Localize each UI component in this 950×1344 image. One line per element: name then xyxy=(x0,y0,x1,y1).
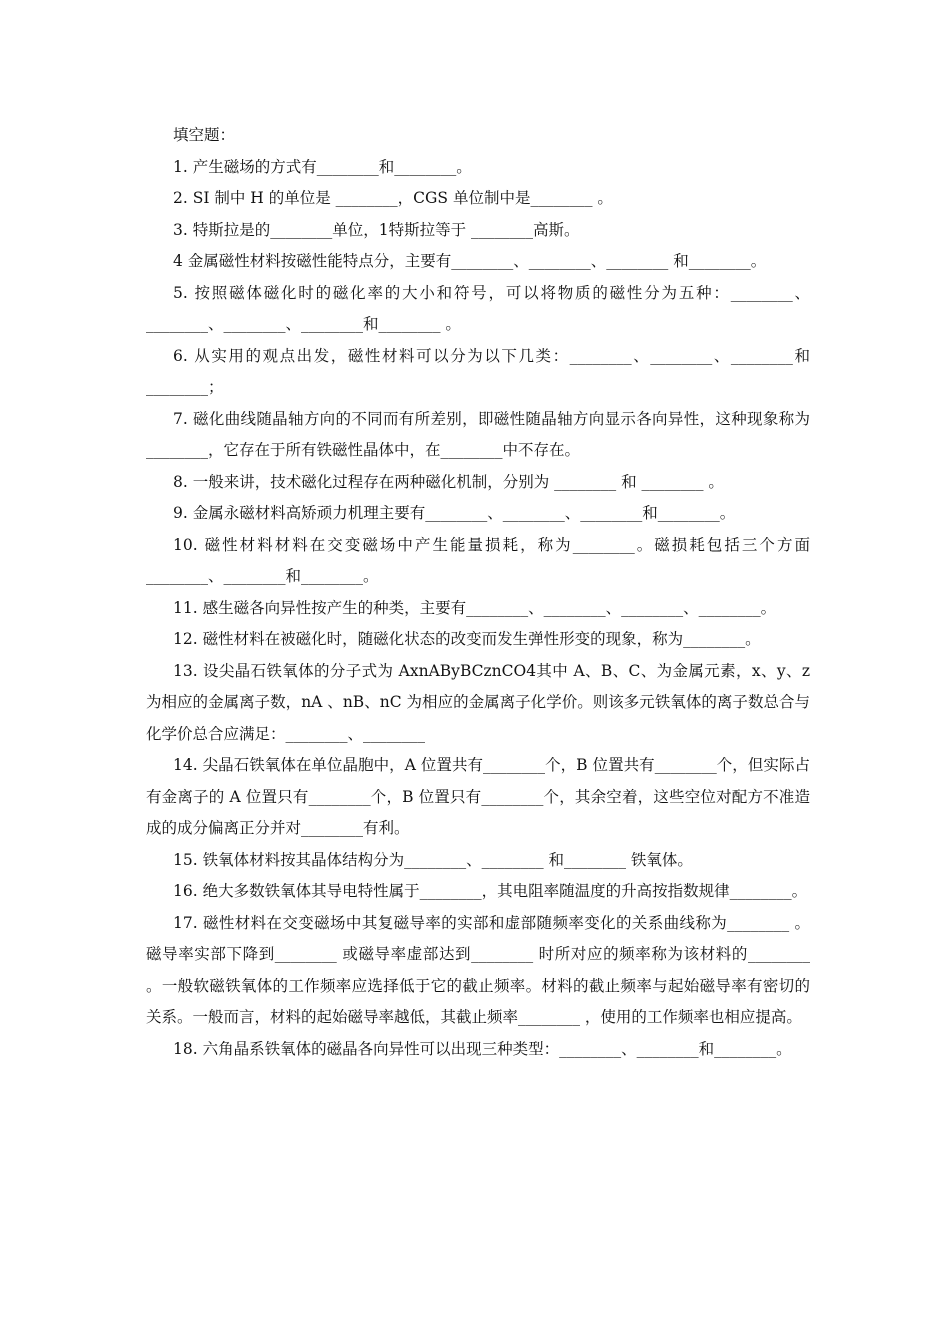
question-4: 4 金属磁性材料按磁性能特点分，主要有________、________、________ 和________。 xyxy=(173,252,767,270)
question-16: 16. 绝大多数铁氧体其导电特性属于________，其电阻率随温度的升高按指数规律________。 xyxy=(173,882,808,900)
worksheet-page xyxy=(146,120,810,1065)
question-1: 1. 产生磁场的方式有________和________。 xyxy=(173,157,472,176)
question-8: 8. 一般来讲，技术磁化过程存在两种磁化机制，分别为 ________ 和 ________ 。 xyxy=(173,472,724,491)
question-9: 9. 金属永磁材料高矫顽力机理主要有________、________、________和________。 xyxy=(173,504,736,522)
question-18: 18. 六角晶系铁氧体的磁晶各向异性可以出现三种类型：________、________和________。 xyxy=(173,1039,792,1058)
question-7: 7. 磁化曲线随晶轴方向的不同而有所差别，即磁性随晶轴方向显示各向异性，这种现象称为________，它存在于所有铁磁性晶体中，在________中不存在。 xyxy=(146,409,810,459)
question-5: 5. 按照磁体磁化时的磁化率的大小和符号，可以将物质的磁性分为五种：________、________、________、________和________ 。 xyxy=(146,283,810,333)
question-15: 15. 铁氧体材料按其晶体结构分为________、________ 和________ 铁氧体。 xyxy=(173,850,693,869)
question-17: 17. 磁性材料在交变磁场中其复磁导率的实部和虚部随频率变化的关系曲线称为________ 。磁导率实部下降到________ 或磁导率虚部达到________ 时所对应的频率称为该材料的________ 。一般软磁铁氧体的工作频率应选择低于它的截止频率。材料的截止频率与起始磁导率有密切的关系。一般而言，材料的起始磁导率越低，其截止频率________ ，使用的工作频率也相应提高。 xyxy=(146,913,810,1026)
question-11: 11. 感生磁各向异性按产生的种类，主要有________、________、________、________。 xyxy=(173,598,777,617)
question-3: 3. 特斯拉是的________单位，1特斯拉等于 ________高斯。 xyxy=(173,220,580,239)
question-10: 10. 磁性材料材料在交变磁场中产生能量损耗，称为________。磁损耗包括三个方面________、________和________。 xyxy=(146,535,810,585)
question-2: 2. SI 制中 H 的单位是 ________，CGS 单位制中是________ 。 xyxy=(173,189,613,207)
question-13: 13. 设尖晶石铁氧体的分子式为 AxnAByBCznCO4其中 A、B、C、为金属元素，x、y、z 为相应的金属离子数，nA 、nB、nC 为相应的金属离子化学价。则该多元铁氧体的离子数总合与化学价总合应满足：________、________ xyxy=(146,661,810,743)
question-12: 12. 磁性材料在被磁化时，随磁化状态的改变而发生弹性形变的现象，称为________。 xyxy=(173,630,761,648)
section-heading: 填空题： xyxy=(173,126,236,144)
question-14: 14. 尖晶石铁氧体在单位晶胞中，A 位置共有________个，B 位置共有________个，但实际占有金离子的 A 位置只有________个，B 位置只有________个，其余空着，这些空位对配方不准造成的成分偏离正分并对________有利。 xyxy=(146,756,810,837)
question-6: 6. 从实用的观点出发，磁性材料可以分为以下几类：________、________、________和________； xyxy=(146,346,810,396)
